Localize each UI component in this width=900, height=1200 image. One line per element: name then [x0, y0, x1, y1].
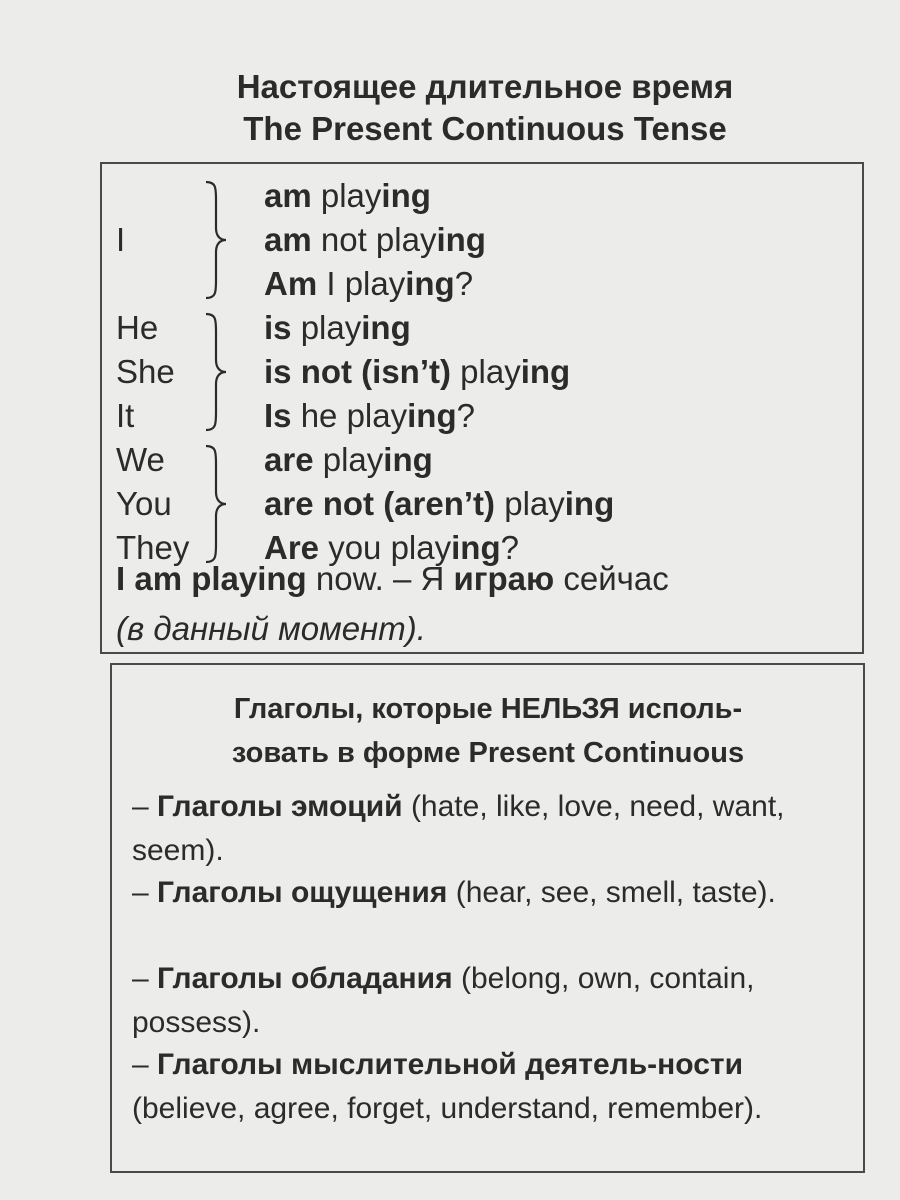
form-verb: play [313, 441, 384, 478]
example-part-3: играю [453, 560, 555, 597]
form-auxiliary: are [264, 441, 314, 478]
form-ending: ing [520, 353, 571, 390]
grouping-brace-icon [202, 180, 230, 300]
verb-form [264, 482, 614, 526]
example-sentence [116, 558, 669, 600]
verb-form [264, 262, 473, 306]
form-ending: ing [383, 441, 433, 478]
form-punctuation: ? [454, 265, 474, 302]
title-russian: Настоящее длительное время [236, 68, 734, 105]
rules-title-line-1: Глаголы, которые НЕЛЬЗЯ исполь- [233, 693, 743, 725]
pronoun-label: You [116, 485, 172, 522]
rule-heading: Глаголы ощущения [157, 876, 448, 909]
rule-item [132, 871, 852, 915]
form-verb: play [495, 485, 565, 522]
rule-heading: Глаголы мыслительной деятель-ности [157, 1048, 744, 1081]
rule-examples: (believe, agree, forget, understand, remember). [132, 1092, 763, 1125]
pronoun-label: It [116, 397, 135, 434]
pronoun-label: We [116, 441, 165, 478]
rule-item [132, 785, 852, 873]
verb-form [264, 438, 433, 482]
form-verb: play [311, 177, 382, 214]
grouping-brace-icon [202, 444, 230, 564]
rule-heading: Глаголы эмоций [157, 790, 403, 823]
verb-form [264, 394, 475, 438]
form-auxiliary: is not (isn’t) [264, 353, 451, 390]
form-verb: you play [319, 529, 452, 566]
form-ending: ing [361, 309, 411, 346]
form-verb: he play [291, 397, 408, 434]
form-ending: ing [451, 529, 501, 566]
example-part-4: сейчас [554, 560, 669, 597]
pronoun-label: I [116, 221, 126, 258]
form-ending: ing [564, 485, 615, 522]
verb-form [264, 174, 431, 218]
example-part-2: now. – Я [306, 560, 454, 597]
verb-form [264, 350, 570, 394]
form-auxiliary: is [264, 309, 292, 346]
verb-form [264, 306, 411, 350]
pronoun-label: He [116, 309, 159, 346]
form-auxiliary: are not (aren’t) [264, 485, 496, 522]
rule-examples: (hear, see, smell, taste). [447, 876, 776, 909]
form-ending: ing [405, 265, 455, 302]
rules-box [110, 663, 865, 1173]
form-auxiliary: Is [264, 397, 292, 434]
conjugation-table [100, 162, 864, 654]
form-auxiliary: am [264, 221, 312, 258]
rules-title-line-2: зовать в форме Present Continuous [231, 737, 745, 769]
example-part-1: I am playing [116, 560, 307, 597]
page-title [100, 66, 870, 150]
title-english: The Present Continuous Tense [243, 110, 727, 147]
form-ending: ing [436, 221, 486, 258]
rule-dash: – [132, 962, 158, 995]
rule-examples: (hate, like, love, need, want, seem). [132, 790, 785, 867]
form-verb: I play [317, 265, 406, 302]
form-auxiliary: Am [264, 265, 318, 302]
form-ending: ing [381, 177, 431, 214]
rule-item [132, 1043, 852, 1131]
rule-examples: (belong, own, contain, possess). [132, 962, 755, 1039]
rule-dash: – [132, 790, 158, 823]
form-ending: ing [407, 397, 457, 434]
form-auxiliary: Are [264, 529, 320, 566]
form-auxiliary: am [264, 177, 312, 214]
rule-heading: Глаголы обладания [157, 962, 453, 995]
form-punctuation: ? [500, 529, 519, 566]
rule-item [132, 957, 852, 1045]
form-verb: play [450, 353, 521, 390]
form-punctuation: ? [456, 397, 475, 434]
form-verb: play [291, 309, 362, 346]
pronoun-label: She [116, 353, 175, 390]
grouping-brace-icon [202, 312, 230, 432]
rule-dash: – [132, 876, 158, 909]
rule-dash: – [132, 1048, 158, 1081]
example-note: (в данный момент). [116, 610, 426, 647]
pronoun-label: They [116, 529, 190, 566]
form-verb: not play [311, 221, 437, 258]
rules-title [128, 687, 848, 775]
verb-form [264, 218, 486, 262]
